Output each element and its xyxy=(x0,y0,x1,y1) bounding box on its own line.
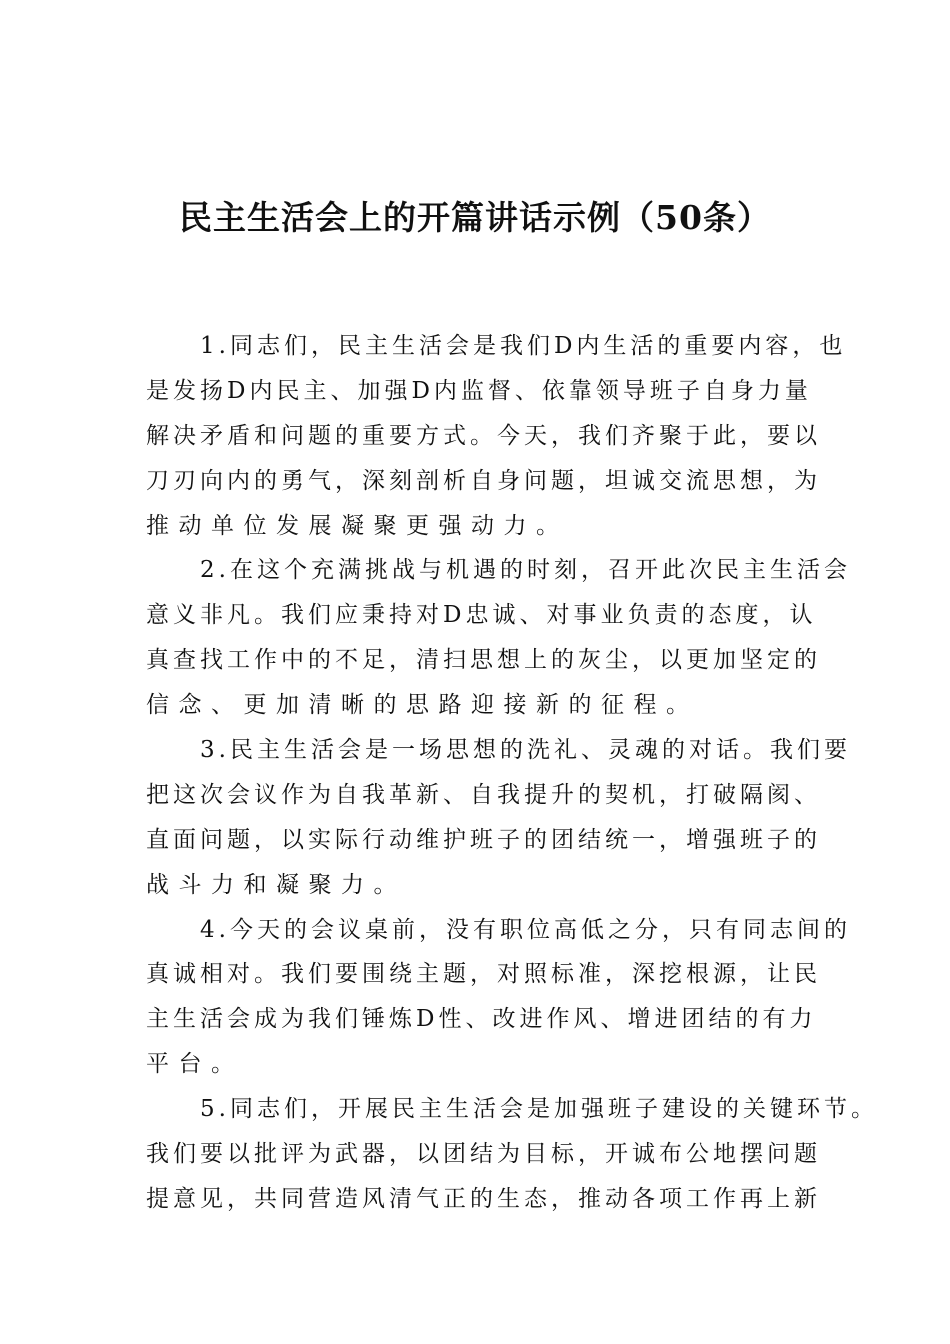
text-line: 战斗力和凝聚力。 xyxy=(146,871,406,898)
text-line: 4.今天的会议桌前，没有职位高低之分，只有同志间的 xyxy=(200,916,851,943)
document-body xyxy=(146,324,878,1222)
text-line: 解决矛盾和问题的重要方式。今天，我们齐聚于此，要以 xyxy=(146,422,821,449)
text-line: 提意见，共同营造风清气正的生态，推动各项工作再上新 xyxy=(146,1185,821,1212)
text-line: 2.在这个充满挑战与机遇的时刻，召开此次民主生活会 xyxy=(200,557,851,584)
text-line: 信念、更加清晰的思路迎接新的征程。 xyxy=(146,692,699,719)
text-line: 刀刃向内的勇气，深刻剖析自身问题，坦诚交流思想，为 xyxy=(146,467,821,494)
text-line: 把这次会议作为自我革新、自我提升的契机，打破隔阂、 xyxy=(146,781,821,808)
text-line: 1.同志们，民主生活会是我们D内生活的重要内容，也 xyxy=(200,333,847,359)
text-line: 直面问题，以实际行动维护班子的团结统一，增强班子的 xyxy=(146,826,821,853)
paragraph-1 xyxy=(146,324,847,548)
text-line: 推动单位发展凝聚更强动力。 xyxy=(146,512,569,539)
text-line: 我们要以批评为武器，以团结为目标，开诚布公地摆问题 xyxy=(146,1141,821,1168)
text-line: 意义非凡。我们应秉持对D忠诚、对事业负责的态度，认 xyxy=(146,602,817,629)
paragraph-5 xyxy=(146,1087,878,1222)
text-line: 5.同志们，开展民主生活会是加强班子建设的关键环节。 xyxy=(200,1096,878,1123)
paragraph-3 xyxy=(146,728,851,908)
paragraph-4 xyxy=(146,908,851,1088)
paragraph-2 xyxy=(146,548,851,728)
text-line: 平台。 xyxy=(146,1051,244,1078)
text-line: 真诚相对。我们要围绕主题，对照标准，深挖根源，让民 xyxy=(146,961,821,988)
text-line: 主生活会成为我们锤炼D性、改进作风、增进团结的有力 xyxy=(146,1006,817,1033)
text-line: 是发扬D内民主、加强D内监督、依靠领导班子自身力量 xyxy=(146,377,812,404)
text-line: 3.民主生活会是一场思想的洗礼、灵魂的对话。我们要 xyxy=(200,737,851,764)
document-title: 民主生活会上的开篇讲话示例（50条） xyxy=(179,198,771,237)
text-line: 真查找工作中的不足，清扫思想上的灰尘，以更加坚定的 xyxy=(146,647,821,674)
